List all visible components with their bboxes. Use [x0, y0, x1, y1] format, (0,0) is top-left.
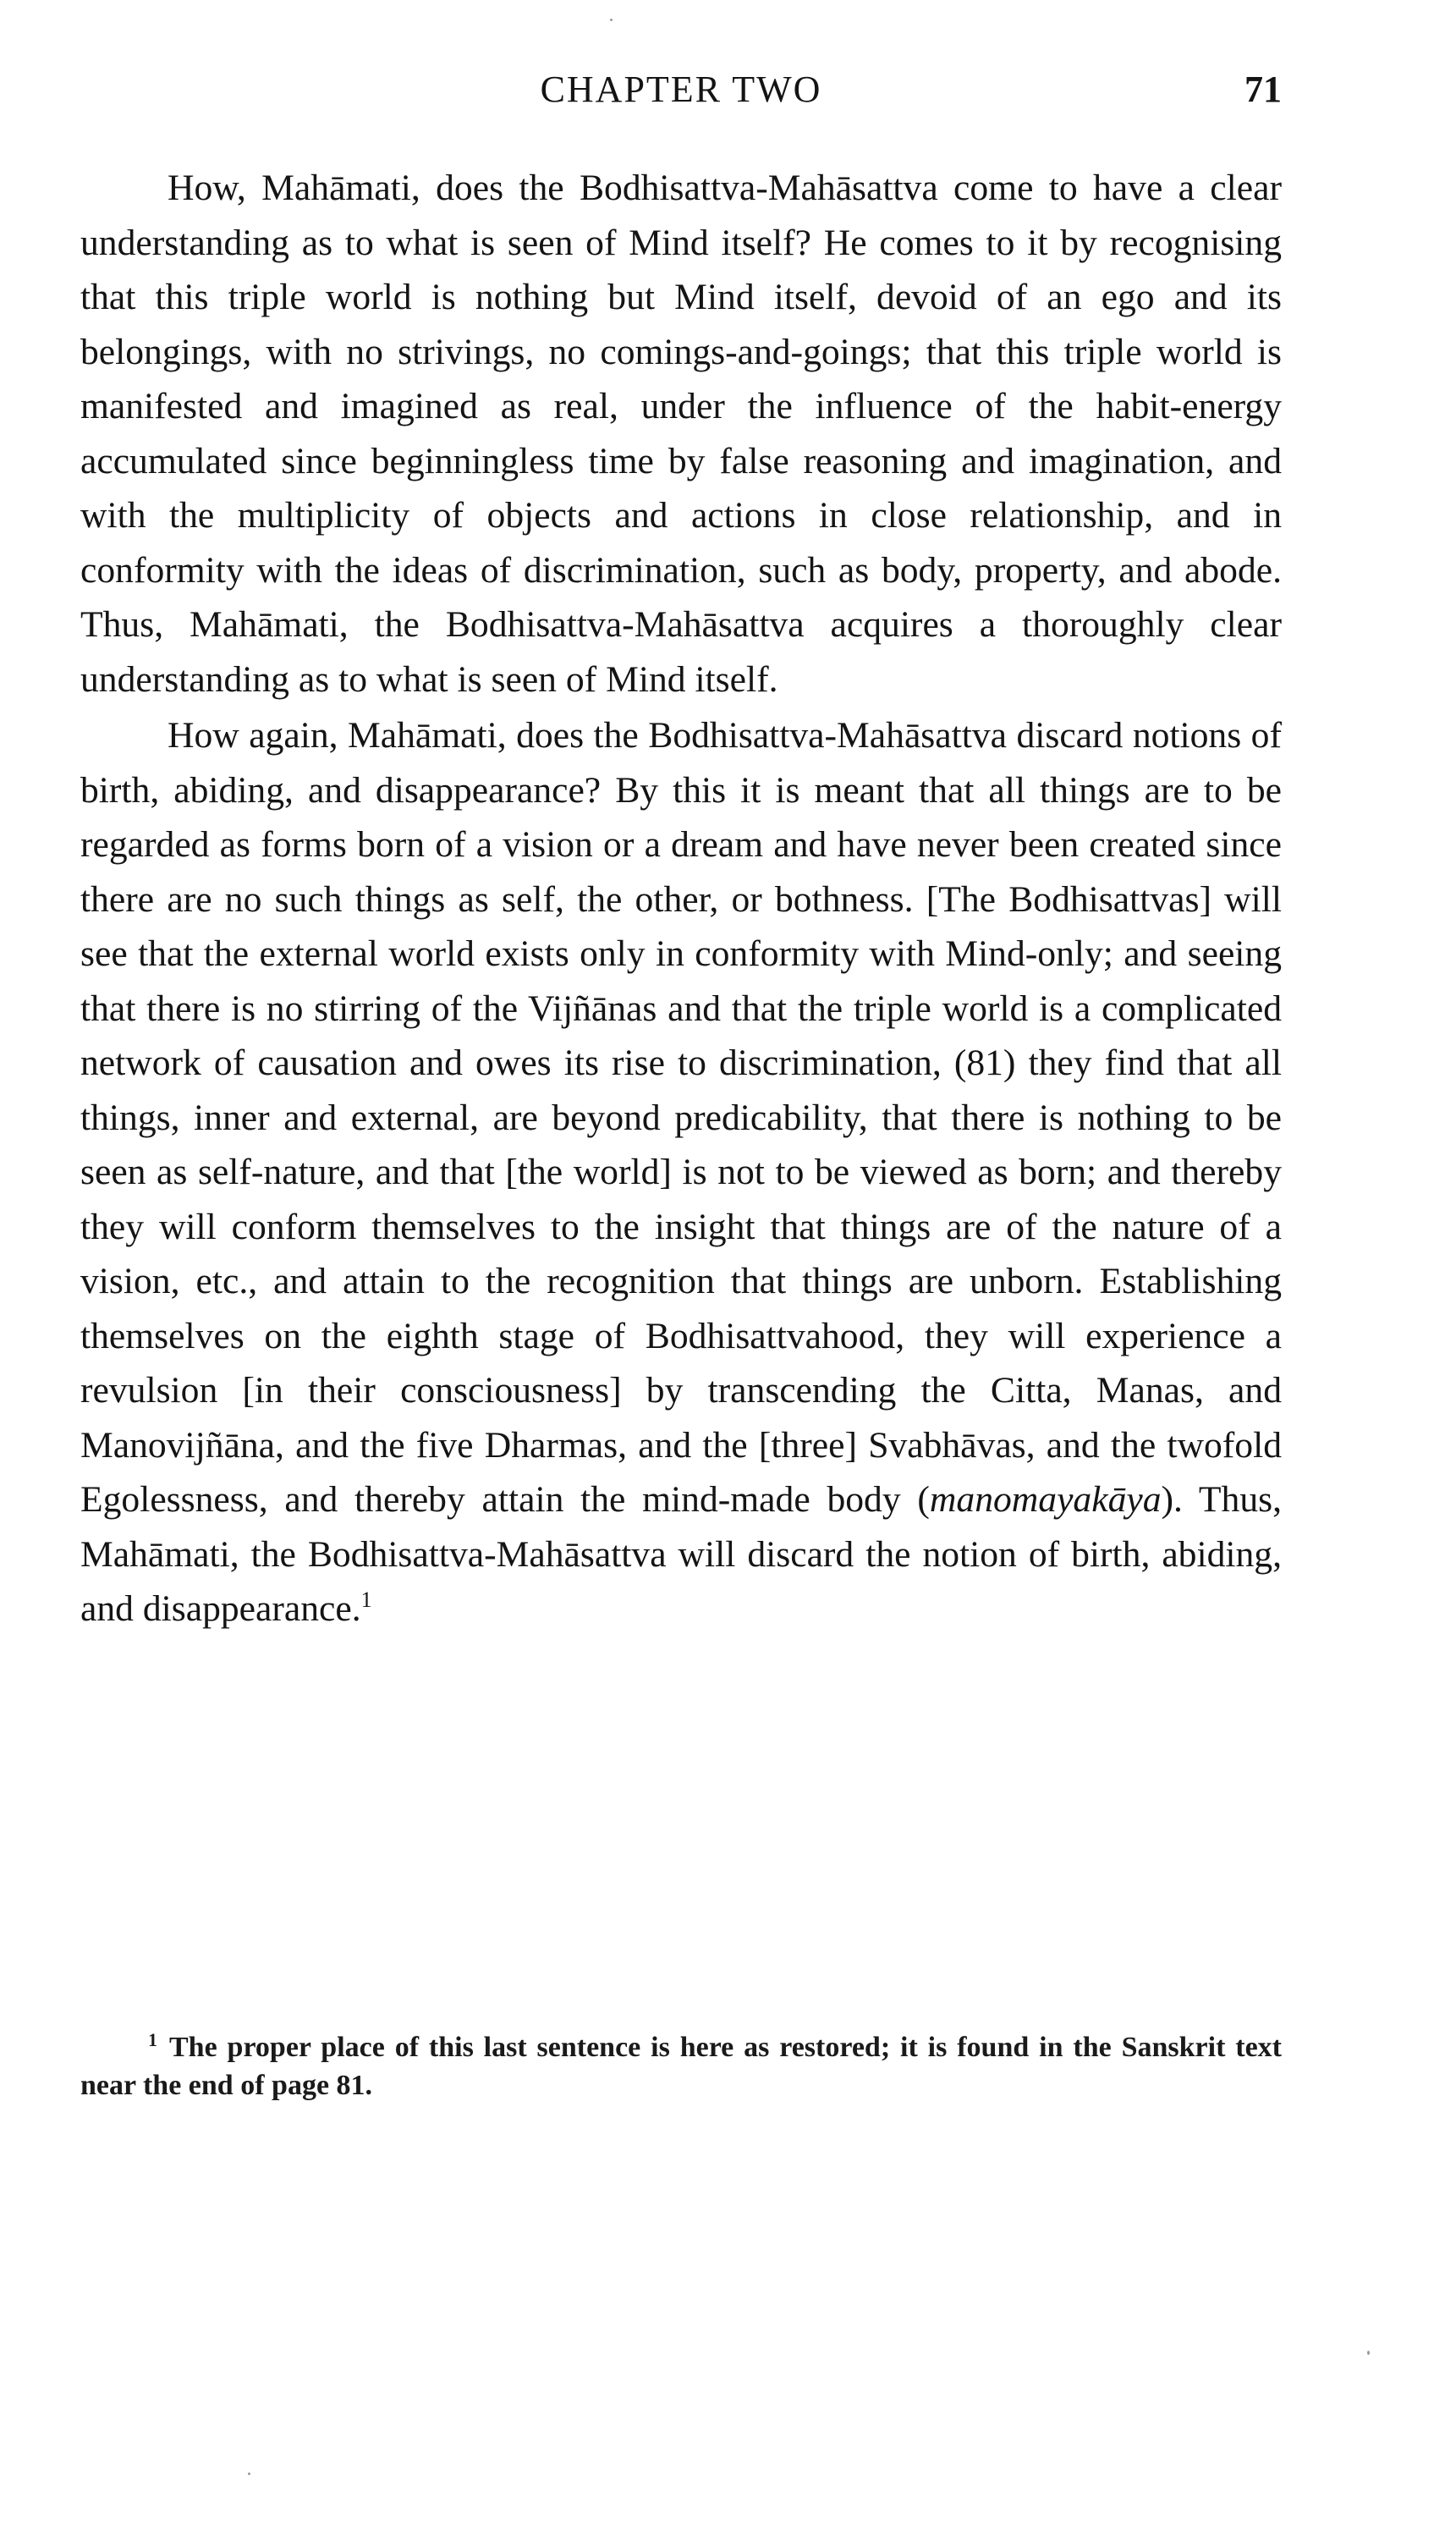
- page-number: 71: [1244, 69, 1282, 110]
- paragraph-2: [80, 708, 1282, 1637]
- scan-speck: [610, 19, 613, 21]
- running-head: [80, 68, 1282, 127]
- chapter-title: CHAPTER TWO: [540, 69, 822, 110]
- footnote-marker: 1: [148, 2029, 157, 2050]
- paragraph-2-text-b: ). Thus, Mahāmati, the Bodhisattva-Mahāsattva will discard the notion of birth, abiding, and disappearance.: [80, 1479, 1282, 1629]
- paragraph-1-text: How, Mahāmati, does the Bodhisattva-Mahāsattva come to have a clear understanding as to what is seen of Mind itself? He comes to it by recognising that this triple world is nothing but Mind itself, devoid of an ego and its belongings, with no strivings, no comings-and-goings; that this triple world is manifested and imagined as real, under the influence of the habit-energy accumulated since beginningless time by false reasoning and imagination, and with the multiplicity of objects and actions in close relationship, and in conformity with the ideas of discrimination, such as body, property, and abode. Thus, Mahāmati, the Bodhisattva-Mahāsattva acquires a thoroughly clear understanding as to what is seen of Mind itself.: [80, 168, 1282, 700]
- paragraph-2-text-a: How again, Mahāmati, does the Bodhisattva-Mahāsattva discard notions of birth, abiding, and disappearance? By this it is meant that all things are to be regarded as forms born of a vision or a dream and have never been created since there are no such things as self, the other, or bothness. [The Bodhisattvas] will see that the external world exists only in conformity with Mind-only; and seeing that there is no stirring of the Vijñānas and that the triple world is a complicated network of causation and owes its rise to discrimination, (81) they find that all things, inner and external, are beyond predicability, that there is nothing to be seen as self-nature, and that [the world] is not to be viewed as born; and thereby they will conform themselves to the insight that things are of the nature of a vision, etc., and attain to the recognition that things are unborn. Establishing themselves on the eighth stage of Bodhisattvahood, they will experience a revulsion [in their consciousness] by transcending the Citta, Manas, and Manovijñāna, and the five Dharmas, and the [three] Svabhāvas, and the twofold Egolessness, and thereby attain the mind-made body (: [80, 715, 1282, 1520]
- scan-speck: [1367, 2351, 1370, 2355]
- scan-speck: [248, 2473, 250, 2475]
- sanskrit-term: manomayakāya: [929, 1479, 1162, 1520]
- paragraph-1: [80, 161, 1282, 707]
- body-text: [80, 161, 1282, 1637]
- footnote-reference: 1: [360, 1587, 372, 1612]
- footnote: [80, 2028, 1282, 2104]
- footnote-text: The proper place of this last sentence is here as restored; it is found in the Sanskrit text near the end of page 81.: [80, 2032, 1282, 2101]
